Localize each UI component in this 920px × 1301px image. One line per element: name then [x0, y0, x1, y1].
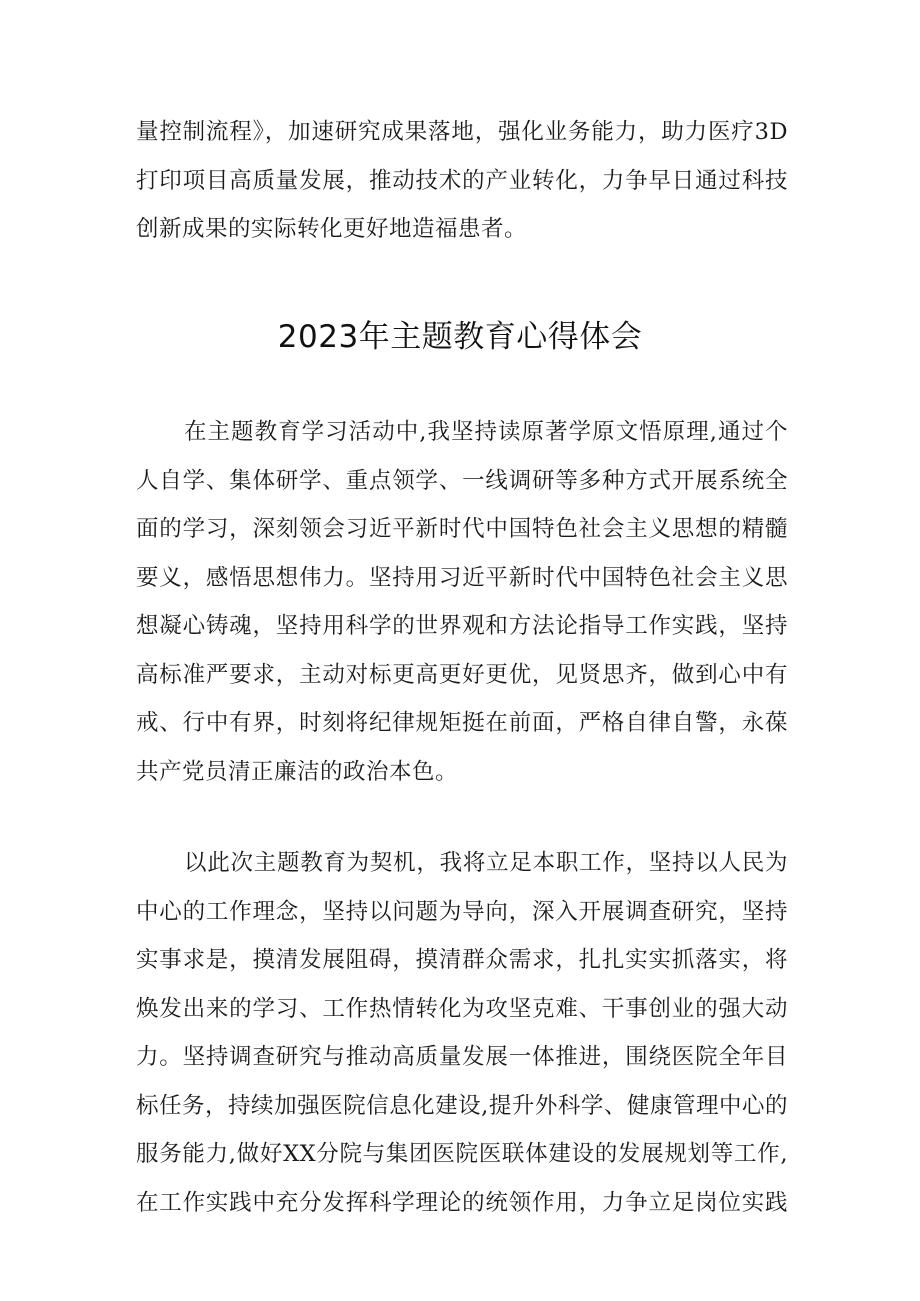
text-line: 打印项目高质量发展，推动技术的产业转化，力争早日通过科技 [136, 167, 788, 194]
body-paragraph-1 [136, 408, 788, 796]
text-line: 在主题教育学习活动中,我坚持读原著学原文悟原理,通过个 [184, 419, 788, 445]
text-line: 想凝心铸魂，坚持用科学的世界观和方法论指导工作实践，坚持 [136, 613, 788, 639]
text-line: 中心的工作理念，坚持以问题为导向，深入开展调查研究，坚持 [136, 898, 788, 925]
text-line: 面的学习，深刻领会习近平新时代中国特色社会主义思想的精髓 [136, 516, 788, 542]
text-line: 共产党员清正廉洁的政治本色。 [136, 758, 459, 785]
text-line: 人自学、集体研学、重点领学、一线调研等多种方式开展系统全 [136, 467, 788, 494]
text-line: 服务能力,做好XX分院与集团医院医联体建设的发展规划等工作, [136, 1141, 788, 1167]
intro-paragraph [136, 108, 788, 254]
text-line: 高标准严要求，主动对标更高更好更优，见贤思齐，做到心中有 [136, 661, 788, 688]
text-line: 量控制流程》，加速研究成果落地，强化业务能力，助力医疗3D [136, 119, 788, 145]
body-paragraph-2 [136, 839, 788, 1227]
text-line: 以此次主题教育为契机，我将立足本职工作，坚持以人民为 [184, 850, 788, 876]
text-line: 实事求是，摸清发展阻碍，摸清群众需求，扎扎实实抓落实，将 [136, 947, 788, 973]
text-line: 戒、行中有界，时刻将纪律规矩挺在前面，严格自律自警，永葆 [136, 710, 788, 736]
text-line: 标任务，持续加强医院信息化建设,提升外科学、健康管理中心的 [136, 1092, 788, 1119]
text-line: 创新成果的实际转化更好地造福患者。 [136, 216, 528, 242]
text-line: 力。坚持调查研究与推动高质量发展一体推进，围绕医院全年目 [136, 1044, 788, 1070]
text-line: 在工作实践中充分发挥科学理论的统领作用，力争立足岗位实践 [136, 1189, 788, 1216]
text-line: 焕发出来的学习、工作热情转化为攻坚克难、干事创业的强大动 [136, 995, 788, 1022]
text-line: 要义，感悟思想伟力。坚持用习近平新时代中国特色社会主义思 [136, 564, 788, 591]
document-title: 2023年主题教育心得体会 [277, 319, 643, 355]
